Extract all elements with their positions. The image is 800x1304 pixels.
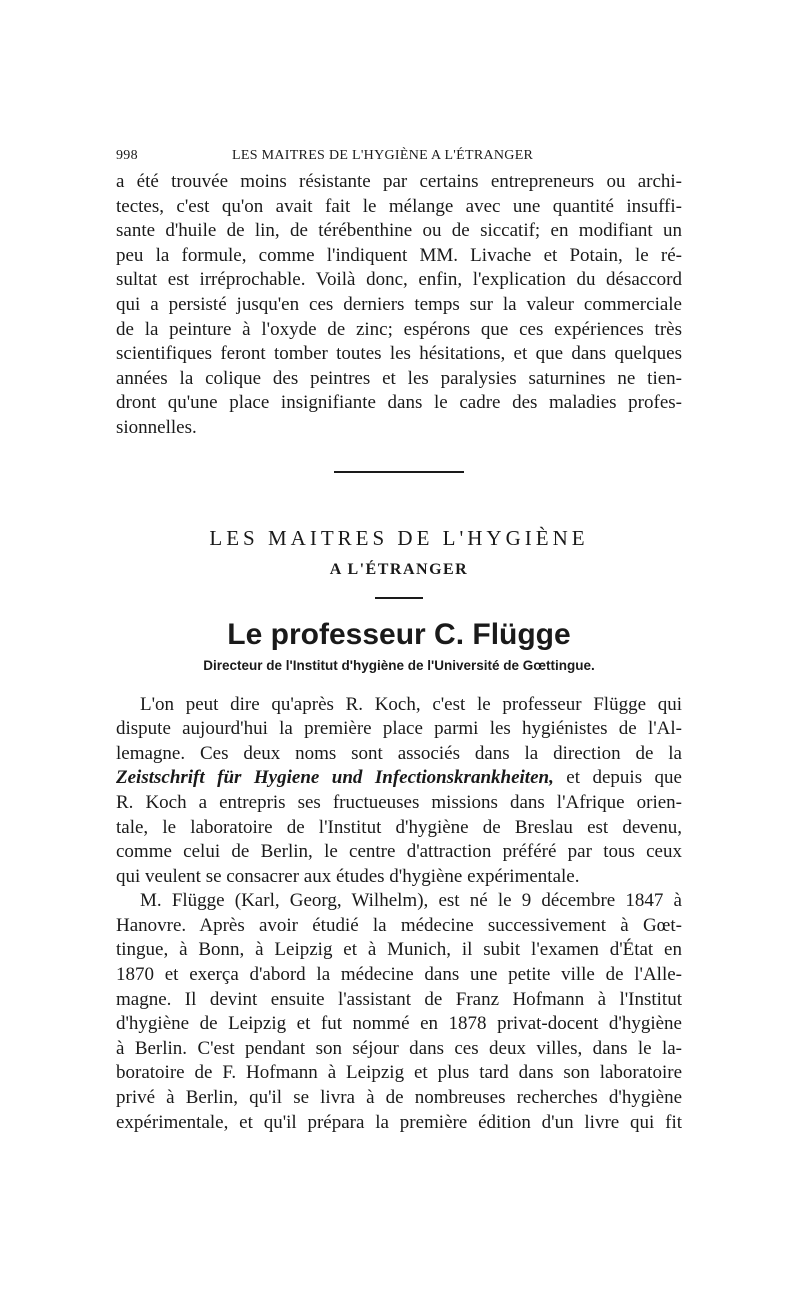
text-line: années la colique des peintres et les paralysies saturnines ne tien- xyxy=(116,367,682,389)
section-divider xyxy=(334,471,464,473)
text-line: à Berlin. C'est pendant son séjour dans ces deux villes, dans le la- xyxy=(116,1037,682,1059)
text-line: dront qu'une place insignifiante dans le cadre des maladies profes- xyxy=(116,392,682,414)
text-line: lemagne. Ces deux noms sont associés dans la direction de la xyxy=(116,742,682,764)
text-line: d'hygiène de Leipzig et fut nommé en 1878 privat-docent d'hygiène xyxy=(116,1013,682,1035)
paragraph-1 xyxy=(116,693,682,890)
text-line: scientifiques feront tomber toutes les hésitations, et que dans quelques xyxy=(116,343,682,365)
text-line: tectes, c'est qu'on avait fait le mélange avec une quantité insuffi- xyxy=(116,195,682,217)
text-line: 1870 et exerça d'abord la médecine dans une petite ville de l'Alle- xyxy=(116,964,682,986)
text-line: tingue, à Bonn, à Leipzig et à Munich, il subit l'examen d'État en xyxy=(116,939,682,961)
text-line: comme celui de Berlin, le centre d'attraction préféré par tous ceux xyxy=(116,841,682,863)
text-line: a été trouvée moins résistante par certains entrepreneurs ou archi- xyxy=(116,171,682,192)
text-line: sante d'huile de lin, de térébenthine ou de siccatif; en modifiant un xyxy=(116,220,682,242)
text-line: de la peinture à l'oxyde de zinc; espérons que ces expériences très xyxy=(116,318,682,340)
text-line: qui veulent se consacrer aux études d'hygiène expérimentale. xyxy=(116,865,580,887)
text-line: sionnelles. xyxy=(116,416,197,438)
text-line: boratoire de F. Hofmann à Leipzig et plus tard dans son laboratoire xyxy=(116,1062,682,1084)
running-header xyxy=(116,148,682,170)
article-subtitle: Directeur de l'Institut d'hygiène de l'Université de Gœttingue. xyxy=(203,657,595,673)
paragraph-2 xyxy=(116,889,682,1135)
section-subtitle: A L'ÉTRANGER xyxy=(329,560,469,578)
book-page xyxy=(116,148,682,1135)
text-fragment: et depuis que xyxy=(553,767,682,789)
text-line: M. Flügge (Karl, Georg, Wilhelm), est né le 9 décembre 1847 à xyxy=(140,890,682,912)
text-line xyxy=(116,766,682,791)
text-line: magne. Il devint ensuite l'assistant de Franz Hofmann à l'Institut xyxy=(116,988,682,1010)
text-line: R. Koch a entrepris ses fructueuses missions dans l'Afrique orien- xyxy=(116,791,682,813)
text-line: sultat est irréprochable. Voilà donc, enfin, l'explication du désaccord xyxy=(116,269,682,291)
text-line: qui a persisté jusqu'en ces derniers temps sur la valeur commerciale xyxy=(116,293,682,315)
text-line: peu la formule, comme l'indiquent MM. Livache et Potain, le ré- xyxy=(116,244,682,266)
text-line: L'on peut dire qu'après R. Koch, c'est le professeur Flügge qui xyxy=(140,693,682,715)
title-divider xyxy=(375,597,423,599)
text-line: privé à Berlin, qu'il se livra à de nombreuses recherches d'hygiène xyxy=(116,1087,682,1109)
text-line: expérimentale, et qu'il prépara la première édition d'un livre qui fit xyxy=(116,1111,682,1133)
text-line: tale, le laboratoire de l'Institut d'hygiène de Breslau est devenu, xyxy=(116,816,682,838)
running-title: LES MAITRES DE L'HYGIÈNE A L'ÉTRANGER xyxy=(232,148,534,163)
text-line: dispute aujourd'hui la première place parmi les hygiénistes de l'Al- xyxy=(116,718,682,740)
journal-title: Zeistschrift für Hygiene und Infectionskrankheiten, xyxy=(116,767,554,789)
article-title: Le professeur C. Flügge xyxy=(227,617,571,651)
page-number: 998 xyxy=(116,148,138,163)
section-title: LES MAITRES DE L'HYGIÈNE xyxy=(209,525,589,550)
text-line: Hanovre. Après avoir étudié la médecine successivement à Gœt- xyxy=(116,914,682,936)
intro-paragraph xyxy=(116,170,682,441)
